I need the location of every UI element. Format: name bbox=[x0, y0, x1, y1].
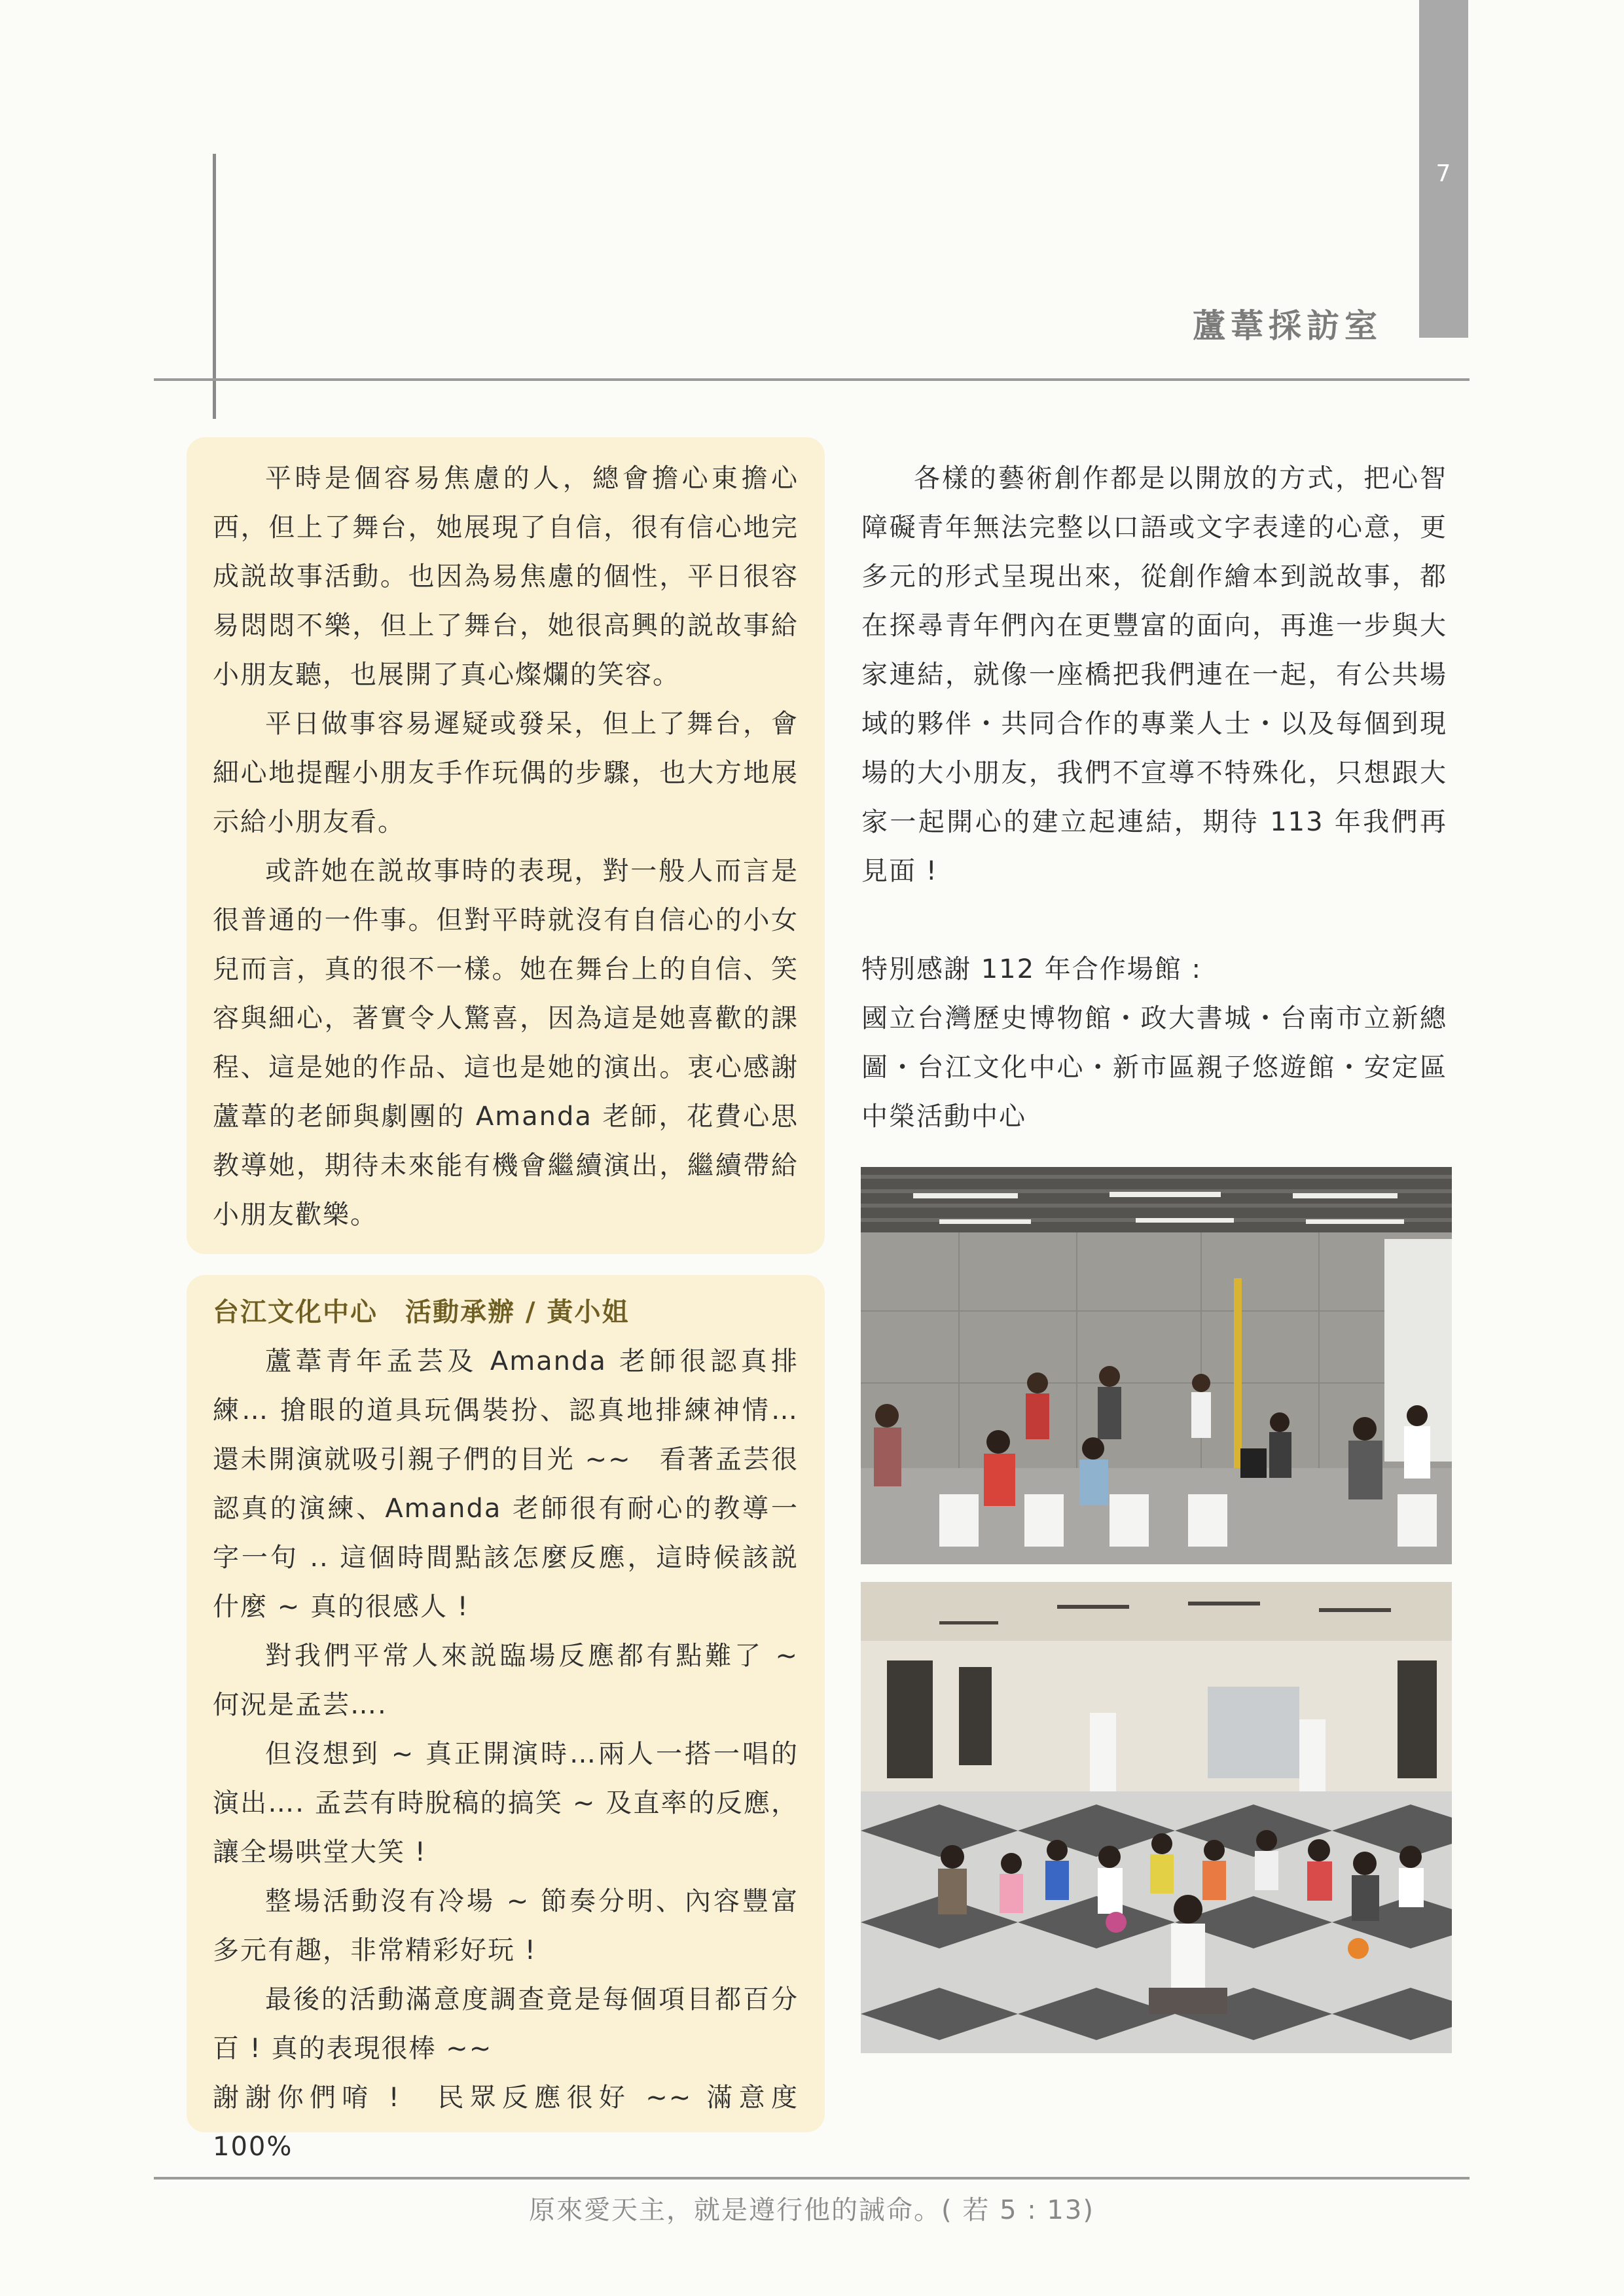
parent-testimonial-text bbox=[213, 454, 799, 1240]
footer-rule bbox=[154, 2177, 1470, 2179]
footer-verse: 原來愛天主，就是遵行他的誡命。( 若 5 : 13) bbox=[529, 2195, 1094, 2225]
right-column-text bbox=[861, 454, 1447, 1141]
thanks-heading: 特別感謝 112 年合作場館 : bbox=[861, 954, 1202, 984]
event-photo-hall bbox=[861, 1582, 1452, 2053]
event-photo-theater bbox=[861, 1167, 1452, 1564]
paragraph: 但沒想到 ~ 真正開演時…兩人一搭一唱的演出…. 孟芸有時脫稿的搞笑 ~ 及直率的反應，讓全場哄堂大笑 ! bbox=[213, 1739, 799, 1867]
paragraph: 蘆葦青年孟芸及 Amanda 老師很認真排練… 搶眼的道具玩偶裝扮、認真地排練神情…還未開演就吸引親子們的目光 ~~ 看著孟芸很認真的演練、Amanda 老師很有耐心的教導一字一句 .. 這個時間點該怎麼反應，這時候該説什麼 ~ 真的很感人 ! bbox=[213, 1346, 799, 1622]
paragraph: 最後的活動滿意度調查竟是每個項目都百分百 ! 真的表現很棒 ~~ bbox=[213, 1984, 799, 2064]
paragraph: 對我們平常人來説臨場反應都有點難了 ~ 何況是孟芸…. bbox=[213, 1641, 799, 1720]
paragraph: 或許她在説故事時的表現，對一般人而言是很普通的一件事。但對平時就沒有自信心的小女兒而言，真的很不一樣。她在舞台上的自信、笑容與細心，著實令人驚喜，因為這是她喜歡的課程、這是她的作品、這也是她的演出。衷心感謝蘆葦的老師與劇團的 Amanda 老師，花費心思教導她，期待未來能有機會繼續演出，繼續帶給小朋友歡樂。 bbox=[213, 856, 799, 1230]
paragraph: 平日做事容易遲疑或發呆，但上了舞台，會細心地提醒小朋友手作玩偶的步驟，也大方地展示給小朋友看。 bbox=[213, 709, 799, 837]
venue-testimonial-heading: 台江文化中心 活動承辦 / 黃小姐 bbox=[213, 1297, 630, 1327]
venue-testimonial-text bbox=[213, 1288, 799, 2172]
venue-list: 國立台灣歷史博物館・政大書城・台南市立新總圖・台江文化中心・新市區親子悠遊館・安定區中榮活動中心 bbox=[861, 1003, 1447, 1132]
header-horizontal-rule bbox=[154, 378, 1470, 381]
closing-line: 謝謝你們唷 ! 民眾反應很好 ~~ 滿意度 100% bbox=[213, 2083, 799, 2162]
paragraph: 平時是個容易焦慮的人，總會擔心東擔心西，但上了舞台，她展現了自信，很有信心地完成説故事活動。也因為易焦慮的個性，平日很容易悶悶不樂，但上了舞台，她很高興的説故事給小朋友聽，也展開了真心燦爛的笑容。 bbox=[213, 463, 799, 690]
section-title: 蘆葦採訪室 bbox=[1193, 307, 1382, 345]
spacer bbox=[861, 896, 1447, 945]
paragraph: 各樣的藝術創作都是以開放的方式，把心智障礙青年無法完整以口語或文字表達的心意，更多元的形式呈現出來，從創作繪本到説故事，都在探尋青年們內在更豐富的面向，再進一步與大家連結，就像一座橋把我們連在一起，有公共場域的夥伴・共同合作的專業人士・以及每個到現場的大小朋友，我們不宣導不特殊化，只想跟大家一起開心的建立起連結，期待 113 年我們再見面 ! bbox=[861, 463, 1447, 886]
paragraph: 整場活動沒有冷場 ~ 節奏分明、內容豐富多元有趣，非常精彩好玩 ! bbox=[213, 1886, 799, 1965]
page-number: 7 bbox=[1435, 160, 1451, 187]
